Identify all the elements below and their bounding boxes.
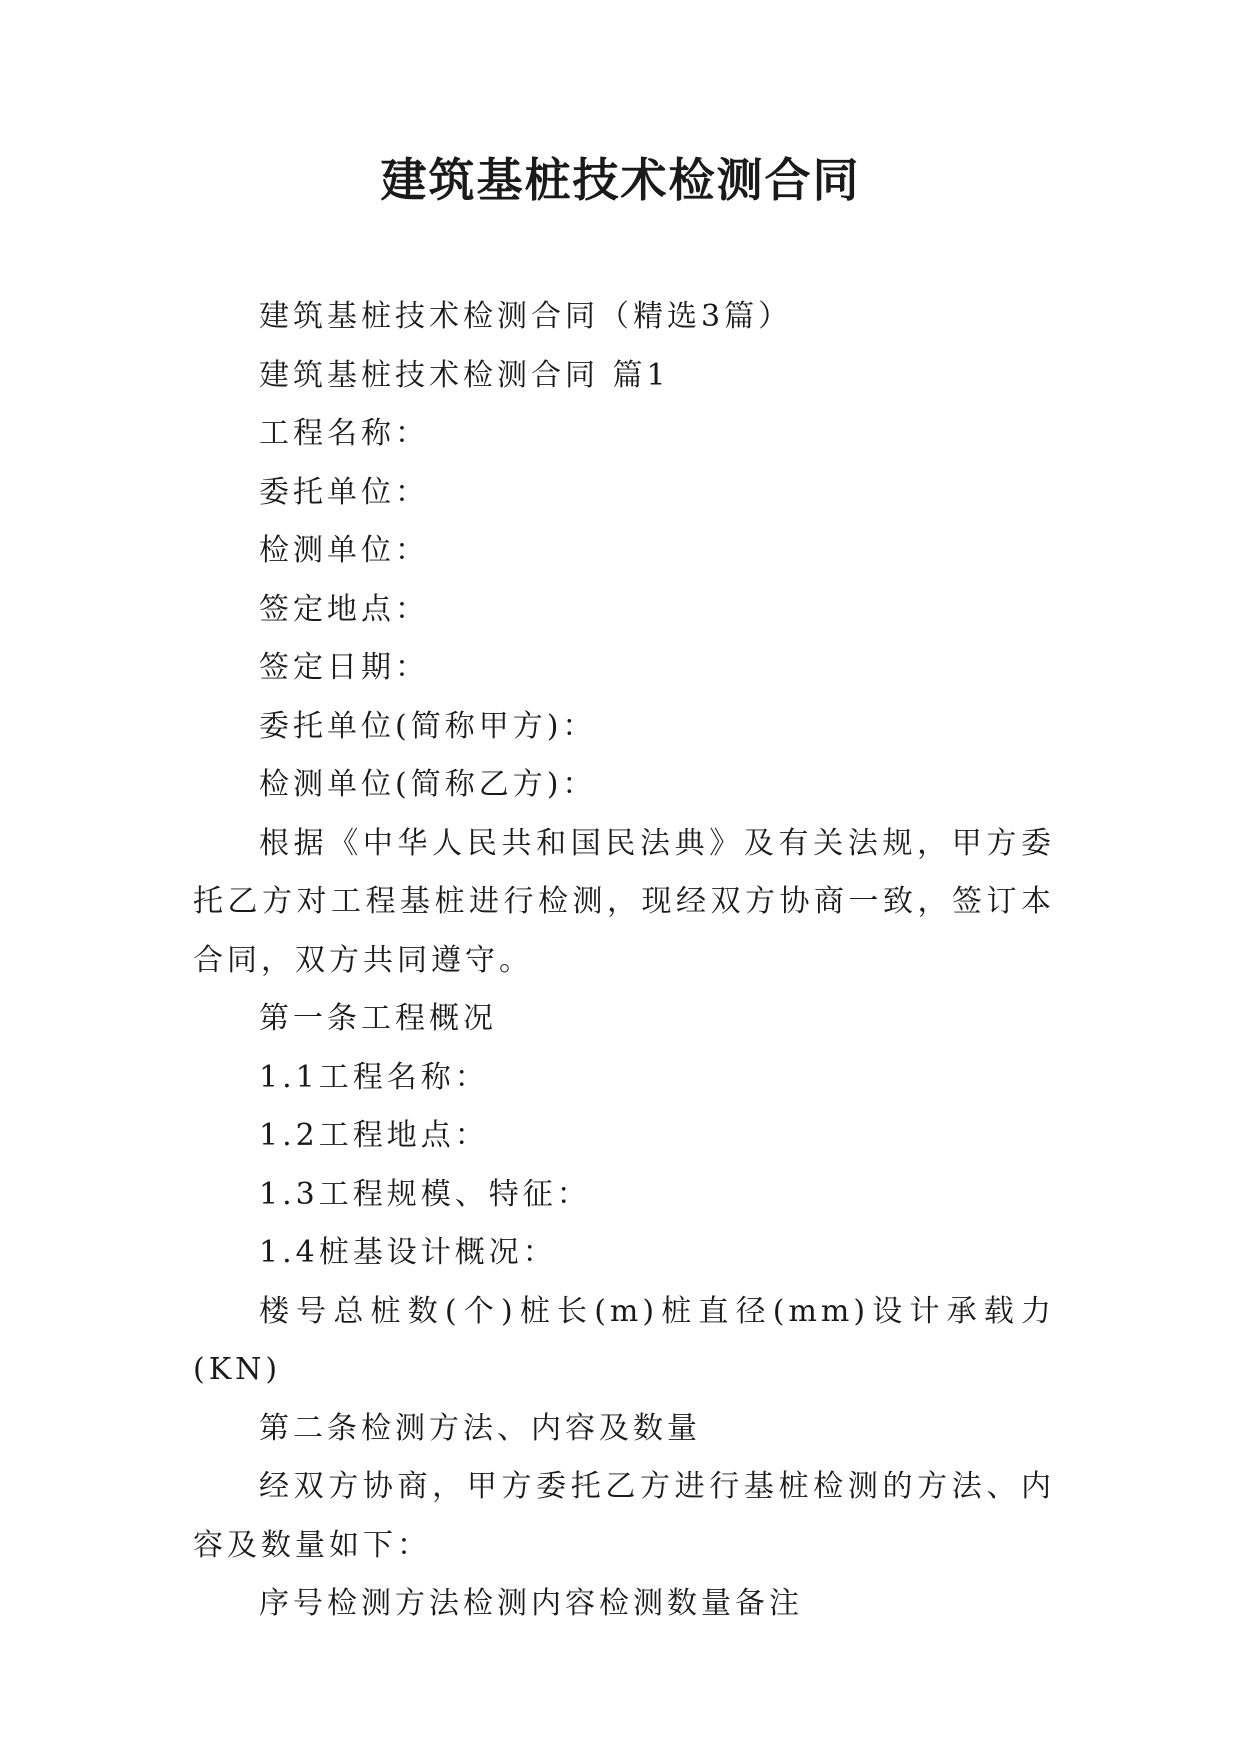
paragraph-sign-date: 签定日期： (259, 650, 429, 685)
paragraph-article-2-body: 经双方协商，甲方委托乙方进行基桩检测的方法、内容及数量如下： (193, 1469, 1055, 1563)
paragraph-project-name: 工程名称： (259, 416, 429, 451)
paragraph-party-b: 检测单位(简称乙方)： (259, 767, 597, 802)
paragraph-party-a: 委托单位(简称甲方)： (259, 708, 597, 744)
paragraph-inspector: 检测单位： (259, 533, 429, 568)
paragraph-item-1-4: 1.4桩基设计概况： (259, 1235, 557, 1270)
paragraph-test-table-header: 序号检测方法检测内容检测数量备注 (259, 1586, 803, 1621)
paragraph-item-1-2: 1.2工程地点： (259, 1118, 489, 1153)
paragraph-pile-table-header: 楼号总桩数(个)桩长(m)桩直径(mm)设计承载力(KN) (193, 1293, 1055, 1387)
paragraph-sign-place: 签定地点： (259, 591, 429, 627)
paragraph-item-1-1: 1.1工程名称： (259, 1059, 489, 1095)
paragraph-client: 委托单位： (259, 474, 429, 510)
paragraph-article-2: 第二条检测方法、内容及数量 (259, 1410, 701, 1446)
paragraph-article-1: 第一条工程概况 (259, 1001, 497, 1036)
paragraph-item-1-3: 1.3工程规模、特征： (259, 1176, 591, 1212)
paragraph-section-heading: 建筑基桩技术检测合同 篇1 (259, 357, 670, 393)
paragraph-subtitle: 建筑基桩技术检测合同（精选3篇） (259, 299, 793, 334)
paragraph-preamble: 根据《中华人民共和国民法典》及有关法规，甲方委托乙方对工程基桩进行检测，现经双方协商一致，签订本合同，双方共同遵守。 (193, 825, 1055, 978)
document-body (193, 288, 1055, 1634)
document-title: 建筑基桩技术检测合同 (380, 153, 861, 207)
